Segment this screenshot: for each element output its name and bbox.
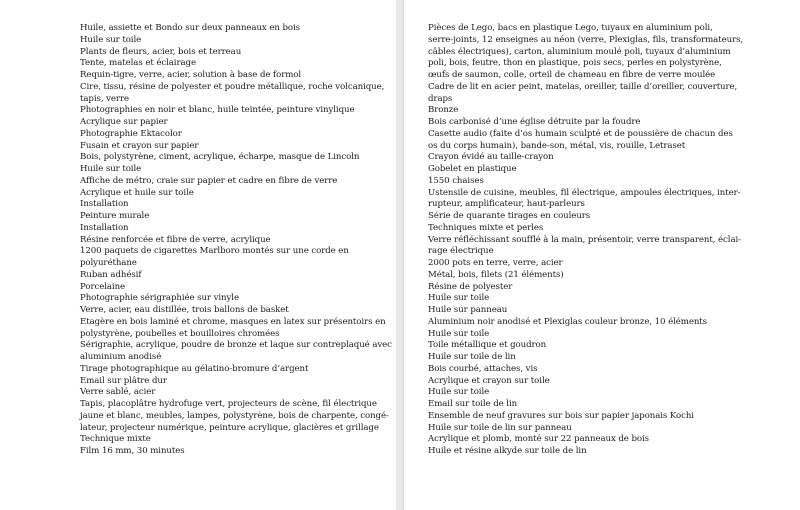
text-line: Photographie sérigraphiée sur vinyle [80,293,239,304]
text-line: Huile sur toile [428,387,490,398]
text-line: serre-joints, 12 enseignes au néon (verre, Plexiglas, fils, transformateurs, [428,34,744,45]
text-line: os du corps humain), bande-son, métal, vis, rouille, Letraset [428,140,686,151]
text-line: Ensemble de neuf gravures sur bois sur papier japonais Kochi [428,410,694,421]
right-page-text-column [428,23,744,458]
text-line: Film 16 mm, 30 minutes [80,446,185,456]
text-line: lateur, projecteur numérique, peinture acrylique, glacières et grillage [80,422,379,433]
text-line: câbles électriques), carton, aluminium moulé poli, tuyaux d’aluminium [428,46,731,57]
text-line: Ustensile de cuisine, meubles, fil électrique, ampoules électriques, inter- [428,187,741,198]
text-line: jaune et blanc, meubles, lampes, polystyrène, bois de charpente, congé- [80,410,389,421]
text-line: Verre sablé, acier [80,387,156,398]
text-line: Acrylique et huile sur toile [80,187,194,198]
text-line: rupteur, amplificateur, haut-parleurs [428,199,585,210]
text-line: Toile métallique et goudron [428,340,547,351]
text-line: Acrylique sur papier [80,117,168,127]
text-line: Huile et résine alkyde sur toile de lin [428,446,587,456]
text-line: 1550 chaises [428,175,484,186]
text-line: Crayon évidé au taille-crayon [428,152,554,163]
text-line: Résine renforcée et fibre de verre, acrylique [80,234,271,245]
text-line: Plants de fleurs, acier, bois et terreau [80,46,242,57]
text-line: Techniques mixte et perles [428,222,544,233]
text-line: Aluminium noir anodisé et Plexiglas couleur bronze, 10 éléments [428,316,707,327]
text-line: Sérigraphie, acrylique, poudre de bronze et laque sur contreplaqué avec [80,340,392,351]
text-line: polyuréthane [80,258,137,268]
text-line: Huile sur toile de lin sur panneau [428,422,572,433]
text-line: polystyrène, poubelles et bouilloires chromées [80,328,280,339]
text-line: Bois carbonisé d’une église détruite par la foudre [428,117,641,127]
text-line: rage électrique [428,246,494,257]
left-page [0,0,396,510]
text-line: Série de quarante tirages en couleurs [428,211,591,221]
text-line: Huile sur toile de lin [428,352,516,362]
text-line: Huile, assiette et Bondo sur deux panneaux en bois [80,23,300,33]
page-gutter [396,0,404,510]
right-page [404,0,800,510]
text-line: Requin-tigre, verre, acier, solution à base de formol [80,70,302,80]
text-line: tapis, verre [80,93,129,104]
text-line: Bois courbé, attaches, vis [428,363,538,374]
text-line: draps [428,93,453,104]
text-line: Métal, bois, filets (21 éléments) [428,269,564,280]
text-line: Huile sur panneau [428,305,508,315]
text-line: Photographies en noir et blanc, huile teintée, peinture vinylique [80,105,355,116]
text-line: Installation [80,199,129,210]
text-line: Verre, acier, eau distillée, trois ballons de basket [80,305,289,315]
text-line: Bronze [428,105,459,116]
text-line: Tapis, placoplâtre hydrofuge vert, projecteurs de scène, fil électrique [80,399,377,409]
text-line: Tente, matelas et éclairage [80,58,196,69]
text-line: Porcelaine [80,281,126,292]
text-line: Fusain et crayon sur papier [80,140,199,151]
text-line: œufs de saumon, colle, orteil de chameau en fibre de verre moulée [428,70,716,80]
text-line: 2000 pots en terre, verre, acier [428,258,563,268]
left-page-text-column [80,23,392,458]
text-line: Huile sur toile [428,293,490,304]
text-line: poli, bois, feutre, thon en plastique, pois secs, perles en polystyrène, [428,58,722,69]
text-line: Affiche de métro, craie sur papier et cadre en fibre de verre [80,175,338,186]
text-line: Technique mixte [80,434,151,445]
text-line: aluminium anodisé [80,352,162,362]
text-line: Huile sur toile [80,164,142,174]
text-line: Résine de polyester [428,281,513,292]
text-line: Peinture murale [80,211,150,221]
text-line: Gobelet en plastique [428,164,517,174]
text-line: Installation [80,222,129,233]
text-line: Ruban adhésif [80,269,142,280]
text-line: Tirage photographique au gélatino-bromure d’argent [80,363,309,374]
text-line: Email sur plâtre dur [80,375,167,386]
text-line: Huile sur toile [428,328,490,339]
text-line: Pièces de Lego, bacs en plastique Lego, tuyaux en aluminium poli, [428,23,713,33]
text-line: Email sur toile de lin [428,399,518,409]
text-line: 1200 paquets de cigarettes Marlboro montés sur une corde en [80,246,349,257]
text-line: Acrylique et plomb, monté sur 22 panneaux de bois [428,434,649,445]
text-line: Photographie Ektacolor [80,128,182,139]
text-line: Casette audio (faite d’os humain sculpté et de poussière de chacun des [428,128,733,139]
text-line: Acrylique et crayon sur toile [428,375,550,386]
text-line: Cadre de lit en acier peint, matelas, oreiller, taille d’oreiller, couverture, [428,81,738,92]
text-line: Bois, polystyrène, ciment, acrylique, écharpe, masque de Lincoln [80,152,360,163]
text-line: Verre réfléchissant soufflé à la main, présentoir, verre transparent, éclai- [428,234,741,245]
text-line: Cire, tissu, résine de polyester et poudre métallique, roche volcanique, [80,81,385,92]
text-line: Huile sur toile [80,34,142,45]
text-line: Etagère en bois laminé et chrome, masques en latex sur présentoirs en [80,316,386,327]
